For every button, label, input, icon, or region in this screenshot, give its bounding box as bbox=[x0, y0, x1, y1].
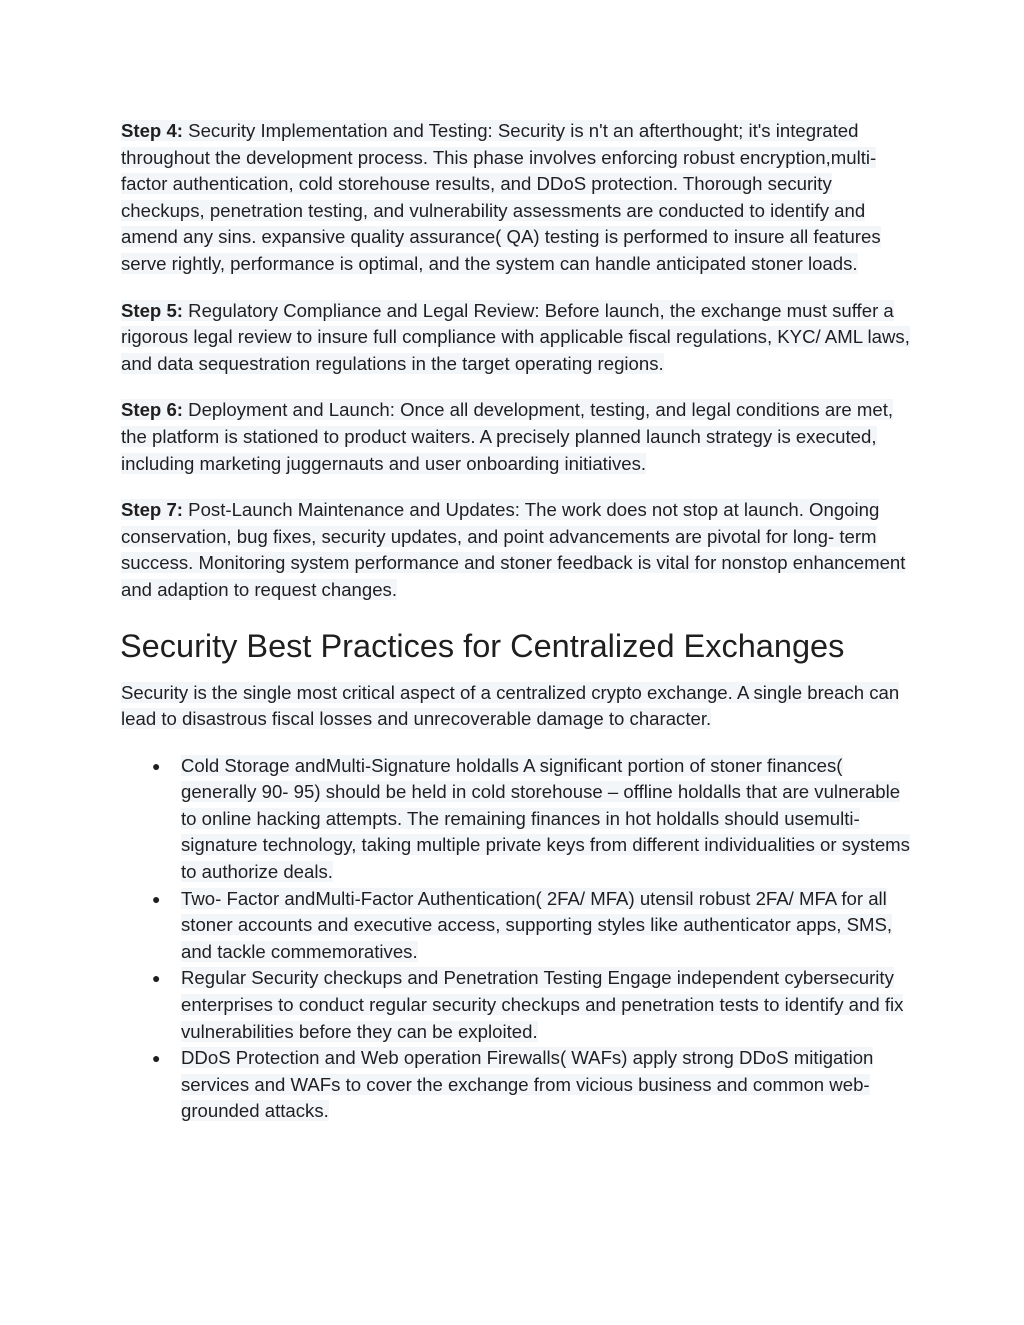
list-item bbox=[121, 753, 911, 886]
list-item-text: Cold Storage andMulti-Signature holdalls A significant portion of stoner finances( generally 90- 95) should be held in cold storehouse – offline holdalls that are vulnerable to online hacking attempts. The remaining finances in hot holdalls should usemulti-signature technology, taking multiple private keys from different individualities or systems to authorize deals. bbox=[181, 754, 910, 883]
bullet-icon: ● bbox=[152, 970, 161, 987]
section-intro-text: Security is the single most critical aspect of a centralized crypto exchange. A single breach can lead to disastrous fiscal losses and unrecoverable damage to character. bbox=[121, 681, 900, 730]
bullet-icon: ● bbox=[152, 1050, 161, 1067]
step-7-paragraph bbox=[121, 497, 911, 603]
step-6-label: Step 6: bbox=[121, 399, 183, 421]
list-item-text: Two- Factor andMulti-Factor Authentication( 2FA/ MFA) utensil robust 2FA/ MFA for all stoner accounts and executive access, supporting styles like authenticator apps, SMS, and tackle commemoratives. bbox=[181, 887, 893, 962]
step-6-paragraph bbox=[121, 397, 911, 477]
step-4-paragraph bbox=[121, 118, 911, 278]
step-4-text: Security Implementation and Testing: Security is n't an afterthought; it's integrated throughout the development process. This phase involves enforcing robust encryption,multi-factor authentication, cold storehouse results, and DDoS protection. Thorough security checkups, penetration testing, and vulnerability assessments are conducted to identify and amend any sins. expansive quality assurance( QA) testing is performed to insure all features serve rightly, performance is optimal, and the system can handle anticipated stoner loads. bbox=[121, 120, 881, 274]
step-5-text: Regulatory Compliance and Legal Review: Before launch, the exchange must suffer a rigorous legal review to insure full compliance with applicable fiscal regulations, KYC/ AML laws, and data sequestration regulations in the target operating regions. bbox=[121, 299, 910, 374]
step-6-text: Deployment and Launch: Once all development, testing, and legal conditions are met, the platform is stationed to product waiters. A precisely planned launch strategy is executed, including marketing juggernauts and user onboarding initiatives. bbox=[121, 399, 894, 474]
step-5-paragraph bbox=[121, 298, 911, 378]
section-intro bbox=[121, 680, 911, 733]
step-7-text: Post-Launch Maintenance and Updates: The work does not stop at launch. Ongoing conservation, bug fixes, security updates, and point advancements are pivotal for long- term success. Monitoring system performance and stoner feedback is vital for nonstop enhancement and adaption to request changes. bbox=[121, 499, 906, 600]
list-item bbox=[121, 886, 911, 966]
bullet-icon: ● bbox=[152, 757, 161, 774]
document-page bbox=[121, 118, 911, 1125]
list-item-text: Regular Security checkups and Penetration Testing Engage independent cybersecurity enterprises to conduct regular security checkups and penetration tests to identify and fix vulnerabilities before they can be exploited. bbox=[181, 967, 904, 1042]
list-item-text: DDoS Protection and Web operation Firewalls( WAFs) apply strong DDoS mitigation services and WAFs to cover the exchange from vicious business and common web- grounded attacks. bbox=[181, 1047, 874, 1122]
list-item bbox=[121, 1045, 911, 1125]
bullet-icon: ● bbox=[152, 890, 161, 907]
step-5-label: Step 5: bbox=[121, 299, 183, 321]
security-practices-list bbox=[121, 753, 911, 1125]
step-4-label: Step 4: bbox=[121, 120, 183, 141]
step-7-label: Step 7: bbox=[121, 499, 183, 521]
list-item bbox=[121, 965, 911, 1045]
section-heading: Security Best Practices for Centralized Exchanges bbox=[120, 627, 845, 664]
